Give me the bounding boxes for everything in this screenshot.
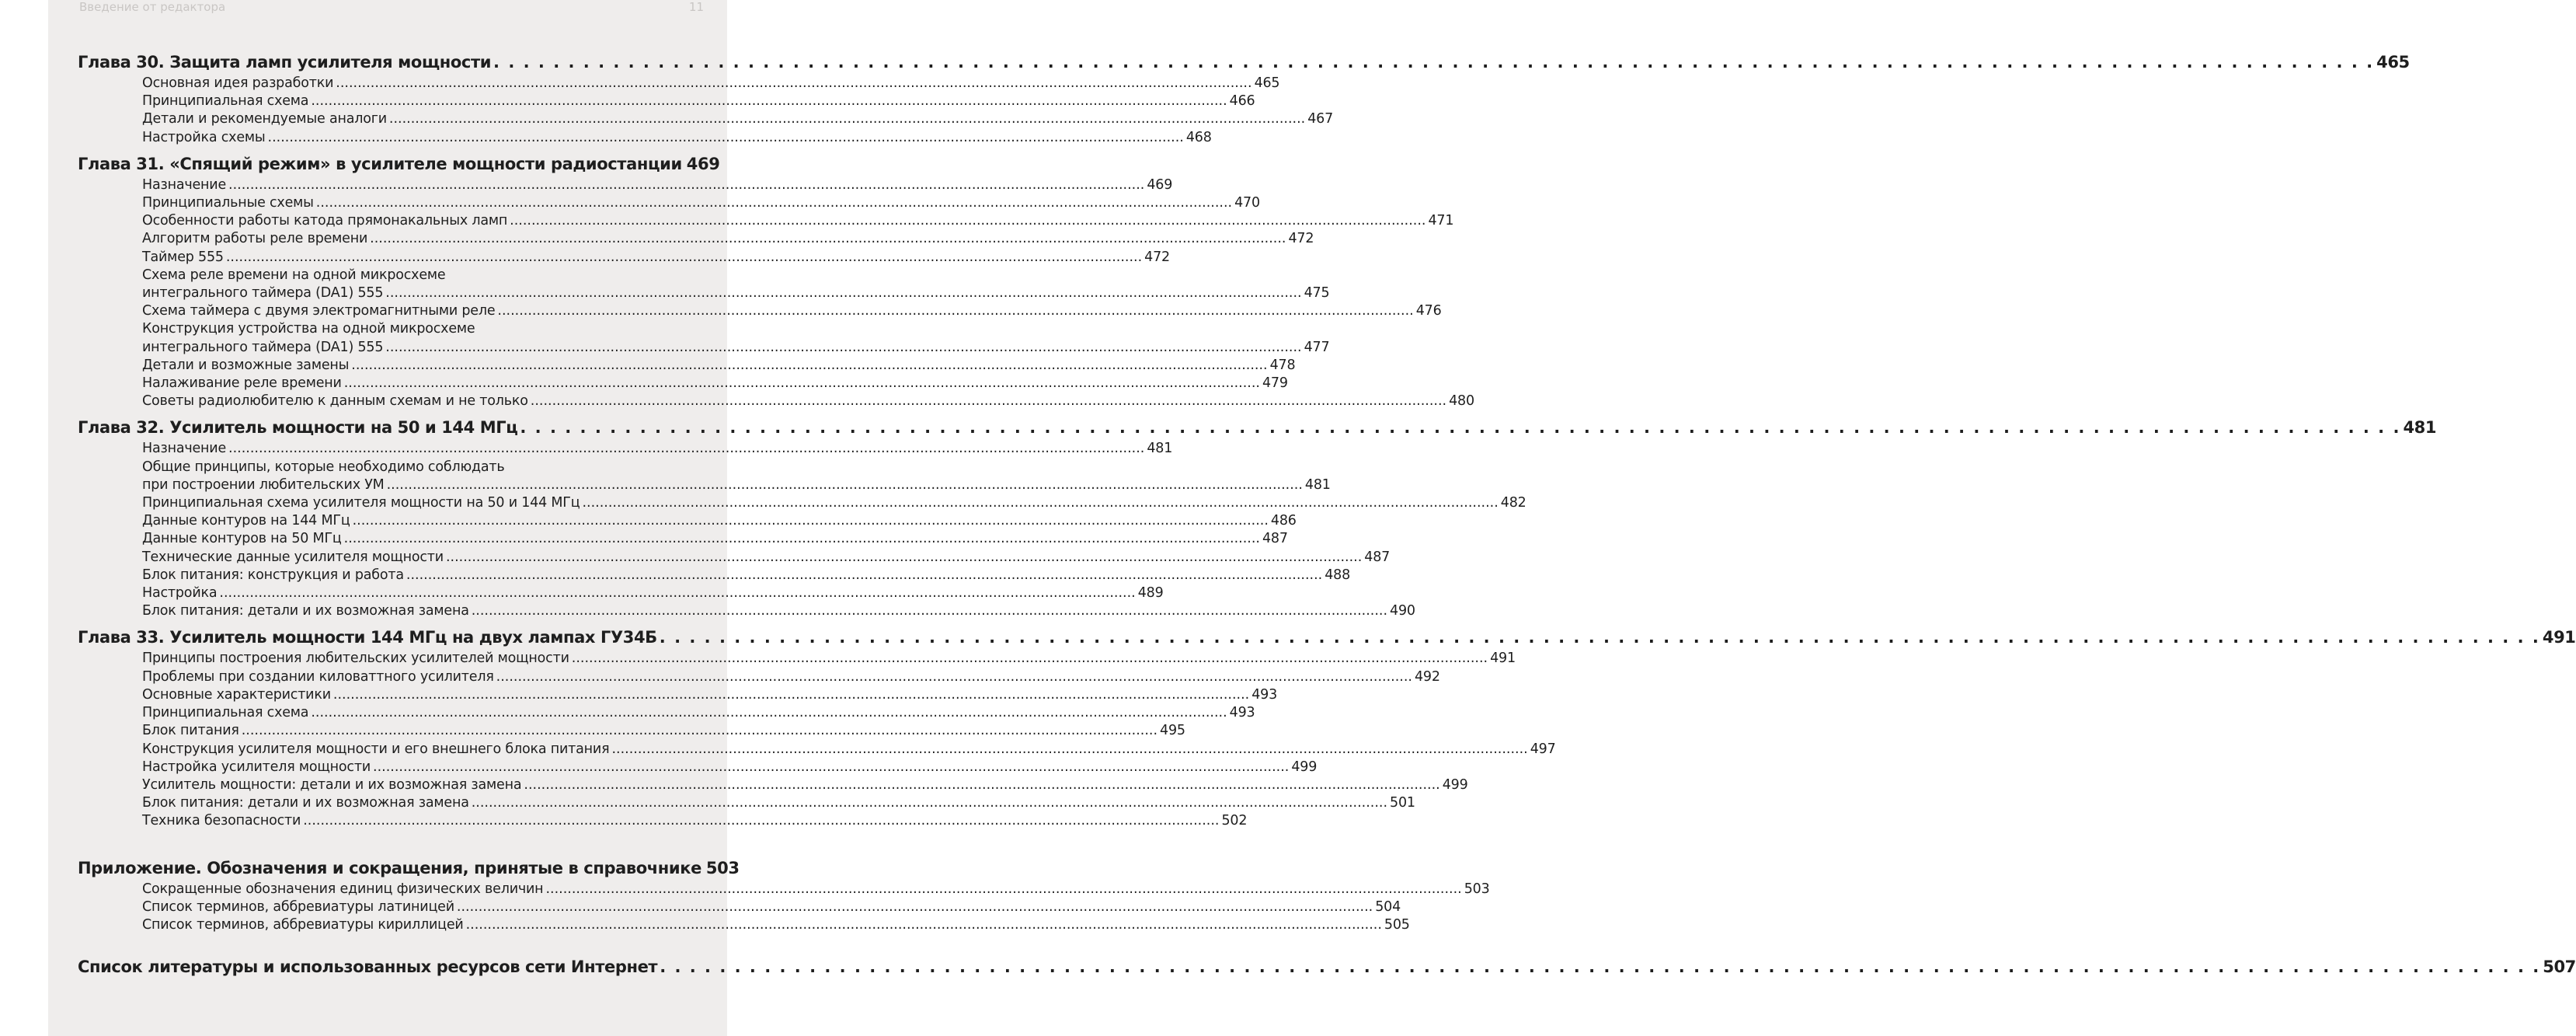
book-page [48,0,2576,1036]
toc-entry [142,812,1248,830]
toc-entry [142,176,1173,194]
entry-page-number: 482 [1500,495,1526,511]
entry-page-number: 479 [1262,375,1288,392]
chapter-heading [78,856,740,881]
entry-row [142,794,1415,812]
entry-page-number: 472 [1144,249,1170,265]
entry-row [142,704,1255,722]
dot-leader [524,776,1439,794]
toc-entry [142,194,1260,212]
dot-leader [389,110,1305,128]
toc-entry [142,650,1516,668]
chapter-page-number: 481 [2403,418,2437,438]
entry-page-number: 503 [1464,881,1490,897]
toc-entry [142,722,1185,740]
entry-title: Схема таймера с двумя электромагнитными реле [142,303,496,319]
entry-title: Блок питания: конструкция и работа [142,567,404,583]
entry-page-number: 487 [1262,531,1288,547]
entry-page-number: 468 [1185,129,1212,145]
entry-row [142,602,1415,620]
entry-title: Данные контуров на 144 МГц [142,513,350,529]
chapter-title: Приложение. Обозначения и сокращения, принятые в справочнике [78,858,701,877]
entry-title: Принципиальная схема усилителя мощности на 50 и 144 МГц [142,495,580,511]
entry-title-first-line: Конструкция устройства на одной микросхеме [142,321,475,337]
toc-entry [142,898,1401,916]
entry-title: Усилитель мощности: детали и их возможная замена [142,776,522,793]
toc-entry [142,741,1556,759]
entry-title: Блок питания [142,723,239,739]
chapter-page-number: 507 [2543,958,2576,977]
entry-page-number: 476 [1415,303,1442,319]
toc-entry [142,459,1331,494]
toc-entry [142,110,1334,128]
entry-row [142,898,1401,916]
dot-leader [303,812,1219,830]
entry-page-number: 472 [1288,231,1314,247]
entry-row [142,476,1331,494]
entry-page-number: 478 [1269,357,1296,373]
dot-leader [572,650,1488,668]
entry-title: Настройка [142,585,218,602]
toc-entry [142,668,1440,686]
entry-title: Настройка усилителя мощности [142,759,371,775]
dot-leader [531,392,1446,410]
entry-row [142,722,1185,740]
entry-page-number: 475 [1304,285,1330,302]
toc-entry [142,916,1410,934]
toc-entry [142,75,1280,92]
toc-chapter [78,415,2437,620]
entry-row [142,494,1526,512]
entry-page-number: 501 [1390,795,1415,811]
toc-chapter [78,856,1490,935]
toc-entry [142,794,1415,812]
entry-row [142,440,1173,458]
entry-title: Детали и возможные замены [142,357,350,373]
entry-row [142,284,1330,302]
entry-row [142,741,1556,759]
entry-page-number: 481 [1147,441,1173,457]
toc-entry [142,302,1442,320]
entry-row [142,776,1468,794]
entry-title: Сокращенные обозначения единиц физических величин [142,881,544,897]
entry-page-number: 469 [1147,176,1173,193]
entry-row [142,812,1248,830]
dot-leader [457,898,1373,916]
toc-entry [142,567,1351,584]
entry-page-number: 493 [1251,686,1278,703]
dot-leader [466,916,1382,934]
entry-page-number: 504 [1375,898,1401,915]
toc-entry [142,602,1415,620]
chapter-title: Глава 32. Усилитель мощности на 50 и 144 МГц [78,418,518,438]
dot-leader [311,704,1227,722]
chapter-title: Глава 31. «Спящий режим» в усилителе мощности радиостанции [78,154,682,173]
chapter-heading [78,152,720,176]
toc-entry [142,704,1255,722]
entry-title: Назначение [142,176,227,193]
entry-page-number: 481 [1304,476,1331,493]
entry-row [142,176,1173,194]
entry-row [142,549,1391,567]
entry-title: Список терминов, аббревиатуры кириллицей [142,916,464,933]
running-head-page-number: 11 [688,0,704,14]
entry-row [142,392,1474,410]
dot-leader [373,759,1289,776]
entry-title: Особенности работы катода прямонакальных ламп [142,213,508,229]
entry-title: Принципиальные схемы [142,195,314,211]
entry-row [142,249,1170,267]
toc-entry [142,494,1526,512]
toc-entry [142,584,1164,602]
toc-entry [142,320,1330,356]
dot-leader [344,530,1260,548]
entry-row [142,650,1516,668]
entry-row [142,686,1278,704]
entry-page-number: 502 [1221,813,1248,829]
entry-page-number: 491 [1490,651,1516,667]
entry-row [142,92,1255,110]
entry-row [142,339,1330,357]
toc-chapter [78,152,1474,411]
dot-leader [493,50,2374,75]
subsection-list [78,75,1334,147]
subsection-list [78,440,1526,620]
dot-leader [219,584,1135,602]
subsection-list [78,176,1474,411]
dot-leader [242,722,1157,740]
dot-leader [446,549,1362,567]
entry-row [142,110,1334,128]
entry-title: Советы радиолюбителю к данным схемам и не только [142,393,528,410]
chapter-page-number: 503 [705,858,740,877]
entry-title: Блок питания: детали и их возможная замена [142,795,469,811]
entry-title: Алгоритм работы реле времени [142,231,368,247]
entry-title: Назначение [142,441,227,457]
dot-leader [333,686,1249,704]
entry-page-number: 499 [1442,776,1468,793]
dot-leader [351,357,1267,375]
entry-row [142,357,1296,375]
dot-leader [228,176,1144,194]
entry-title: Настройка схемы [142,129,266,145]
dot-leader [497,302,1413,320]
entry-title-first-line: Схема реле времени на одной микросхеме [142,267,446,283]
entry-page-number: 499 [1291,759,1318,775]
dot-leader [472,794,1387,812]
toc-entry [142,776,1468,794]
chapter-page-number: 469 [686,154,720,173]
dot-leader [660,954,2540,979]
entry-page-number: 480 [1449,393,1474,410]
entry-row [142,584,1164,602]
chapter-page-number: 491 [2542,628,2576,647]
entry-page-number: 487 [1364,549,1391,565]
dot-leader [387,476,1303,494]
running-head [79,0,704,14]
toc-entry [142,249,1170,267]
dot-leader [344,375,1260,392]
entry-row [142,375,1288,392]
toc-entry [142,881,1490,898]
entry-title: Технические данные усилителя мощности [142,549,444,565]
toc-entry [142,357,1296,375]
entry-title: Налаживание реле времени [142,375,342,392]
dot-leader [520,415,2400,440]
entry-page-number: 466 [1229,93,1255,110]
toc-entry [142,686,1278,704]
subsection-list [78,881,1490,935]
chapter-heading [78,50,2410,75]
toc-entry [142,440,1173,458]
dot-leader [353,512,1269,530]
entry-title: интегрального таймера (DA1) 555 [142,339,384,355]
entry-row [142,916,1410,934]
toc-entry [142,375,1288,392]
entry-page-number: 492 [1414,668,1440,685]
entry-row [142,75,1280,92]
dot-leader [472,602,1387,620]
running-head-title: Введение от редактора [79,0,226,14]
entry-title: Детали и рекомендуемые аналоги [142,111,387,127]
dot-leader [316,194,1232,212]
dot-leader [228,440,1144,458]
entry-page-number: 495 [1160,723,1185,739]
entry-row [142,530,1288,548]
entry-title: интегрального таймера (DA1) 555 [142,285,384,302]
entry-title: Таймер 555 [142,249,224,265]
toc-entry [142,92,1255,110]
entry-title: Данные контуров на 50 МГц [142,531,342,547]
entry-row [142,512,1297,530]
entry-page-number: 471 [1428,213,1454,229]
toc-chapter [78,625,2576,830]
section-spacer [78,934,705,950]
chapter-title: Глава 33. Усилитель мощности 144 МГц на двух лампах ГУ34Б [78,628,657,647]
entry-page-number: 488 [1325,567,1351,583]
entry-page-number: 467 [1307,111,1334,127]
dot-leader [496,668,1412,686]
dot-leader [510,212,1426,230]
entry-page-number: 465 [1254,75,1280,91]
toc-entry [142,212,1454,230]
entry-title: Основные характеристики [142,686,331,703]
toc-entry [142,759,1318,776]
section-spacer [78,831,705,851]
entry-title: Принципы построения любительских усилителей мощности [142,651,569,667]
entry-title: Принципиальная схема [142,93,309,110]
dot-leader [545,881,1461,898]
toc-entry [142,530,1288,548]
entry-page-number: 470 [1234,195,1260,211]
entry-page-number: 505 [1384,916,1410,933]
entry-page-number: 497 [1530,741,1556,757]
dot-leader [611,741,1527,759]
dot-leader [660,625,2540,650]
entry-row [142,212,1454,230]
toc-chapter [78,954,2576,979]
entry-title: Список терминов, аббревиатуры латиницей [142,898,454,915]
entry-page-number: 490 [1390,603,1415,619]
entry-page-number: 489 [1137,585,1164,602]
chapter-page-number: 465 [2376,53,2410,72]
entry-row [142,129,1212,147]
dot-leader [226,249,1142,267]
entry-title: при построении любительских УМ [142,476,385,493]
dot-leader [268,129,1184,147]
entry-row [142,759,1318,776]
chapter-heading [78,625,2576,650]
toc-entry [142,129,1212,147]
entry-page-number: 477 [1304,339,1330,355]
toc-entry [142,549,1391,567]
dot-leader [385,339,1301,357]
entry-title: Техника безопасности [142,813,301,829]
table-of-contents [78,45,2576,979]
dot-leader [406,567,1322,584]
entry-title: Проблемы при создании киловаттного усилителя [142,668,494,685]
dot-leader [582,494,1498,512]
subsection-list [78,650,1556,830]
entry-row [142,230,1314,248]
dot-leader [370,230,1286,248]
dot-leader [385,284,1301,302]
entry-title: Принципиальная схема [142,705,309,721]
chapter-title: Список литературы и использованных ресурсов сети Интернет [78,958,658,977]
toc-entry [142,392,1474,410]
toc-entry [142,230,1314,248]
entry-title: Основная идея разработки [142,75,334,91]
entry-title: Конструкция усилителя мощности и его внешнего блока питания [142,741,610,757]
toc-chapter [78,50,2410,147]
entry-row [142,567,1351,584]
entry-row [142,881,1490,898]
toc-entry [142,512,1297,530]
toc-entry [142,267,1330,302]
entry-title: Блок питания: детали и их возможная замена [142,603,469,619]
entry-row [142,194,1260,212]
dot-leader [311,92,1227,110]
entry-row [142,668,1440,686]
dot-leader [336,75,1251,92]
chapter-title: Глава 30. Защита ламп усилителя мощности [78,53,492,72]
chapter-heading [78,415,2437,440]
chapter-heading [78,954,2576,979]
entry-page-number: 486 [1270,513,1297,529]
entry-page-number: 493 [1229,705,1255,721]
entry-row [142,302,1442,320]
entry-title-first-line: Общие принципы, которые необходимо соблюдать [142,459,505,475]
